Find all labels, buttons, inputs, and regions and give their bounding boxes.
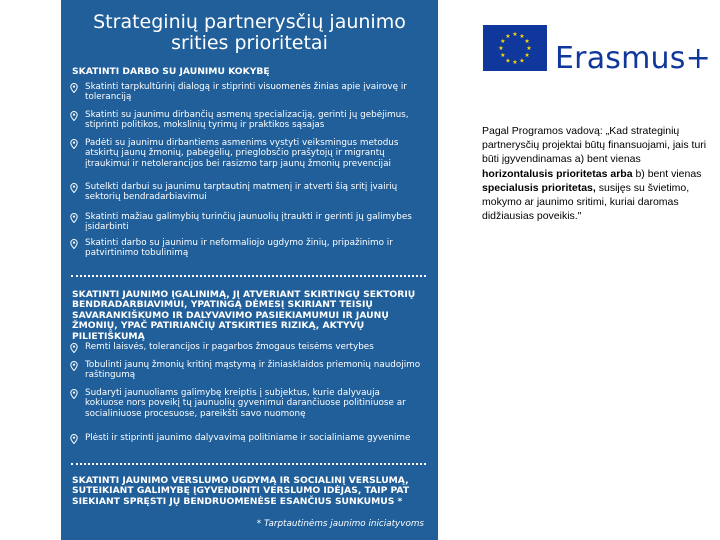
side-text-2: b) bent vienas: [635, 167, 702, 180]
list-item-text: Padėti su jaunimu dirbantiems asmenims vystyti veiksmingus metodus atskirtų jaunų žmonių, pabėgėlių, prieglobsčio prašytojų ir migrantų įtraukimui ir netolerancijos bei rasizmo tarp jaunų žmonių prevencijai: [85, 138, 399, 169]
eu-star-icon: ★: [519, 34, 525, 41]
eu-star-icon: ★: [505, 58, 511, 65]
eu-star-icon: ★: [512, 32, 518, 39]
eu-star-icon: ★: [524, 39, 530, 46]
side-description: [482, 124, 714, 223]
location-pin-icon: [70, 389, 78, 399]
eu-star-icon: ★: [519, 58, 525, 65]
list-item-text: Skatinti mažiau galimybių turinčių jaunuolių įtraukti ir gerinti jų galimybes įsidarbinti: [85, 212, 412, 233]
list-item: [85, 182, 421, 203]
list-item: [85, 110, 421, 131]
list-item-text: Sutelkti darbui su jaunimu tarptautinį matmenį ir atverti šią sritį įvairių sektorių bendradarbiavimui: [85, 182, 398, 203]
list-item-text: Skatinti darbo su jaunimu ir neformaliojo ugdymo žinių, pripažinimo ir patvirtinimo tobulinimą: [85, 238, 393, 259]
section-heading-3: SKATINTI JAUNIMO VERSLUMO UGDYMĄ IR SOCIALINĮ VERSLUMĄ, SUTEIKIANT GALIMYBĘ ĮGYVENDINTI VERSLUMO IDĖJAS, TAIP PAT SIEKIANT SPRĘSTI JŲ BENDRUOMENĖSE ESANČIUS SUNKUMUS *: [72, 475, 410, 507]
list-item-text: Sudaryti jaunuoliams galimybę kreiptis į subjektus, kurie dalyvauja kokiuose nors poveikį tų jaunuolių gyvenimui darančiuose politiniuose ar socialiniuose procesuose, pareikšti savo nuomonę: [85, 388, 406, 419]
location-pin-icon: [70, 343, 78, 353]
location-pin-icon: [70, 213, 78, 223]
location-pin-icon: [70, 83, 78, 93]
location-pin-icon: [70, 361, 78, 371]
eu-star-icon: ★: [500, 53, 506, 60]
list-item-text: Skatinti su jaunimu dirbančių asmenų specializaciją, gerinti jų gebėjimus, stiprinti politikos, mokslinių tyrimų ir praktikos sąsajas: [85, 110, 409, 131]
panel-title: [61, 12, 438, 54]
list-item: [85, 342, 421, 352]
location-pin-icon: [70, 111, 78, 121]
list-item: [85, 82, 421, 103]
section-heading-2: SKATINTI JAUNIMO ĮGALINIMĄ, JĮ ATVERIANT SKIRTINGŲ SEKTORIŲ BENDRADARBIAVIMUI, YPATINGĄ DĖMESĮ SKIRIANT TEISIŲ SAVARANKIŠKUMO IR DALYVAVIMO PASIEKIAMUMUI IR JAUNŲ ŽMONIŲ, YPAČ PATIRIANČIŲ ATSKIRTIES RIZIKĄ, AKTYVŲ PILIETIŠKUMĄ: [72, 289, 416, 342]
list-item-text: Remti laisvės, tolerancijos ir pagarbos žmogaus teisėms vertybes: [85, 342, 374, 352]
location-pin-icon: [70, 183, 78, 193]
list-item-text: Plėsti ir stiprinti jaunimo dalyvavimą politiniame ir socialiniame gyvenime: [85, 433, 411, 443]
list-item: [85, 433, 421, 443]
section-divider: [71, 463, 426, 465]
list-item: [85, 388, 421, 419]
eu-star-icon: ★: [498, 46, 504, 53]
eu-flag-logo: [483, 25, 547, 71]
side-text-3: susijęs su švietimo, mokymo ar jaunimo sritimi, kuriai daromas didžiausias poveikis.": [482, 181, 690, 223]
list-item: [85, 360, 421, 381]
eu-stars-icon: [483, 25, 547, 71]
eu-star-icon: ★: [526, 46, 532, 53]
location-pin-icon: [70, 139, 78, 149]
panel-title-line1: Strateginių partnerysčių jaunimo: [93, 11, 406, 33]
list-item: [85, 238, 421, 259]
list-item-text: Tobulinti jaunų žmonių kritinį mąstymą ir žiniasklaidos priemonių naudojimo raštingumą: [85, 360, 421, 381]
list-item: [85, 212, 421, 233]
side-bold-2: specialusis prioritetas,: [482, 181, 596, 194]
section-divider: [71, 275, 426, 277]
list-item: [85, 138, 421, 169]
eu-star-icon: ★: [500, 39, 506, 46]
eu-star-icon: ★: [512, 60, 518, 67]
erasmus-plus-logo: Erasmus+: [555, 41, 711, 76]
eu-star-icon: ★: [505, 34, 511, 41]
list-item-text: Skatinti tarpkultūrinį dialogą ir stiprinti visuomenės žinias apie įvairovę ir toleranciją: [85, 82, 407, 103]
footnote: * Tarptautinėms jaunimo iniciatyvoms: [256, 519, 424, 529]
side-text-1: Pagal Programos vadovą: „Kad strateginių partnerysčių projektai būtų finansuojami, jais turi būti įgyvendinamas a) bent vienas: [482, 125, 707, 166]
priorities-panel: [61, 0, 438, 540]
eu-star-icon: ★: [524, 53, 530, 60]
location-pin-icon: [70, 239, 78, 249]
section-heading-1: SKATINTI DARBO SU JAUNIMU KOKYBĘ: [72, 66, 270, 77]
side-bold-1: horizontalusis prioritetas arba: [482, 167, 633, 180]
panel-title-line2: srities prioritetai: [171, 32, 328, 54]
location-pin-icon: [70, 434, 78, 444]
